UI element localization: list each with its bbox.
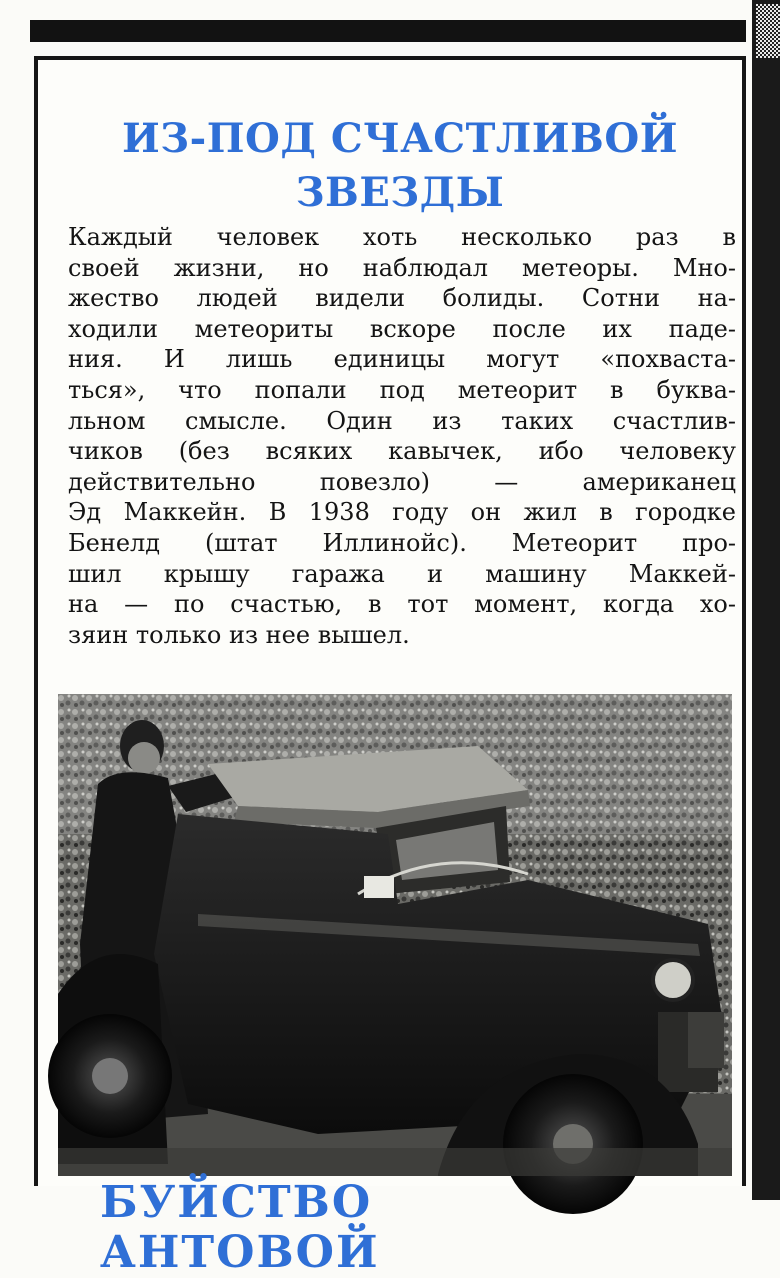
- next-article-heading-fragment: БУЙСТВО АНТОВОЙ: [100, 1177, 380, 1278]
- article-body-line: чиков (без всяких кавычек, ибо человеку: [68, 437, 736, 466]
- article-body-line: Каждый человек хоть несколько раз в: [68, 223, 736, 251]
- article-body-line: действительно повезло) — американец: [68, 467, 736, 496]
- article-body-line: шил крышу гаража и машину Маккей-: [68, 559, 736, 588]
- article-body-line: ться», что попали под метеорит в буква-: [68, 375, 736, 404]
- article-body-line: своей жизни, но наблюдал метеоры. Мно-: [68, 253, 736, 282]
- article-photo: [58, 694, 732, 1176]
- article-body-line: жество людей видели болиды. Сотни на-: [68, 284, 736, 313]
- article-body-line: на — по счастью, в тот момент, когда хо-: [68, 590, 736, 619]
- article-body-line: зяин только из нее вышел.: [68, 620, 410, 649]
- article-body-line: ходили метеориты вскоре после их паде-: [68, 314, 736, 343]
- article-body-line: льном смысле. Один из таких счастлив-: [68, 406, 736, 435]
- article-body: [68, 222, 736, 650]
- article-headline: ИЗ-ПОД СЧАСТЛИВОЙ ЗВЕЗДЫ: [122, 115, 678, 216]
- article-body-line: Эд Маккейн. В 1938 году он жил в городке: [68, 498, 736, 527]
- top-rule-bar: [30, 20, 746, 42]
- halftone-corner: [756, 4, 780, 58]
- page-edge-right: [752, 0, 780, 1200]
- article-body-line: ния. И лишь единицы могут «похваста-: [68, 345, 736, 374]
- article-body-line: Бенелд (штат Иллинойс). Метеорит про-: [68, 528, 736, 557]
